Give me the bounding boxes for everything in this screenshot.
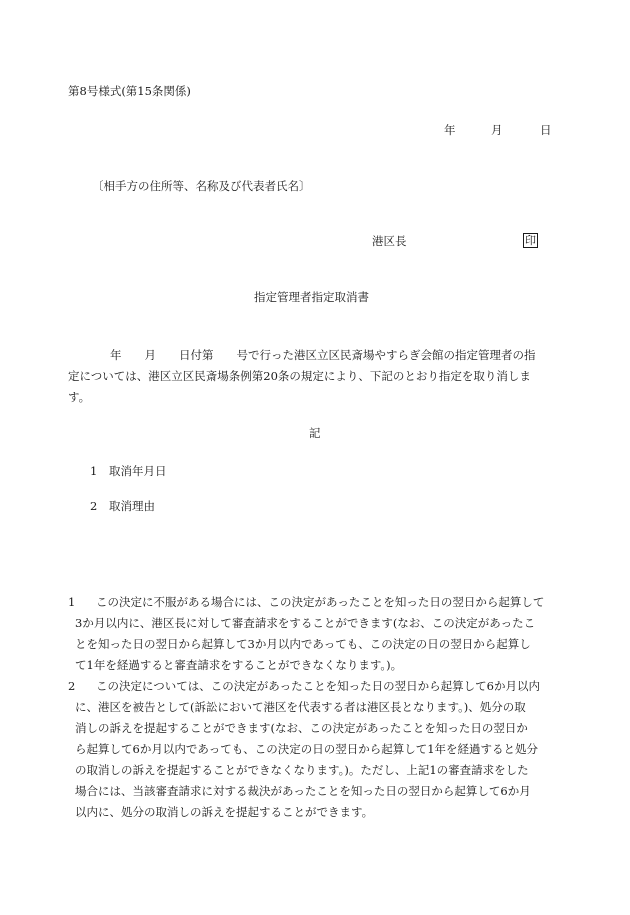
issuer-title: 港区長 xyxy=(372,234,407,248)
note-line: 消しの訴えを提起することができます(なお、この決定があったことを知った日の翌日か xyxy=(75,721,528,735)
note-number: 1 xyxy=(68,595,76,609)
note-number: 2 xyxy=(68,679,76,693)
seal-mark: 印 xyxy=(525,234,536,247)
form-number: 第8号様式(第15条関係) xyxy=(68,84,191,98)
note-line: とを知った日の翌日から起算して3か月以内であっても、この決定の日の翌日から起算し xyxy=(75,637,531,651)
note-line: の取消しの訴えを提起することができなくなります。)。ただし、上記1の審査請求をした xyxy=(75,763,529,777)
date-day-label: 日 xyxy=(540,123,552,137)
note-line: て1年を経過すると審査請求をすることができなくなります。)。 xyxy=(75,658,403,672)
item-label: 取消年月日 xyxy=(109,464,167,478)
item-number: 1 xyxy=(90,464,98,478)
body-line: 定については、港区立区民斎場条例第20条の規定により、下記のとおり指定を取り消しま xyxy=(68,369,531,383)
ki-heading: 記 xyxy=(309,426,321,440)
note-line: に、港区を被告として(訴訟において港区を代表する者は港区長となります。)、処分の取 xyxy=(75,700,526,714)
body-line: す。 xyxy=(68,390,91,404)
note-line: 3か月以内に、港区長に対して審査請求をすることができます(なお、この決定があったこ xyxy=(75,616,536,630)
date-month-label: 月 xyxy=(491,123,503,137)
body-line: 年 月 日付第 号で行った港区立区民斎場やすらぎ会館の指定管理者の指 xyxy=(110,348,536,362)
note-line: ら起算して6か月以内であっても、この決定の日の翌日から起算して1年を経過すると処分 xyxy=(75,742,539,756)
note-line: 以内に、処分の取消しの訴えを提起することができます。 xyxy=(75,805,374,819)
note-line: この決定に不服がある場合には、この決定があったことを知った日の翌日から起算して xyxy=(96,595,545,609)
item-number: 2 xyxy=(90,499,98,513)
document-title: 指定管理者指定取消書 xyxy=(254,290,369,304)
note-line: 場合には、当該審査請求に対する裁決があったことを知った日の翌日から起算して6か月 xyxy=(75,784,531,798)
date-year-label: 年 xyxy=(444,123,456,137)
item-label: 取消理由 xyxy=(109,499,155,513)
note-line: この決定については、この決定があったことを知った日の翌日から起算して6か月以内 xyxy=(96,679,540,693)
addressee: 〔相手方の住所等、名称及び代表者氏名〕 xyxy=(92,179,311,193)
